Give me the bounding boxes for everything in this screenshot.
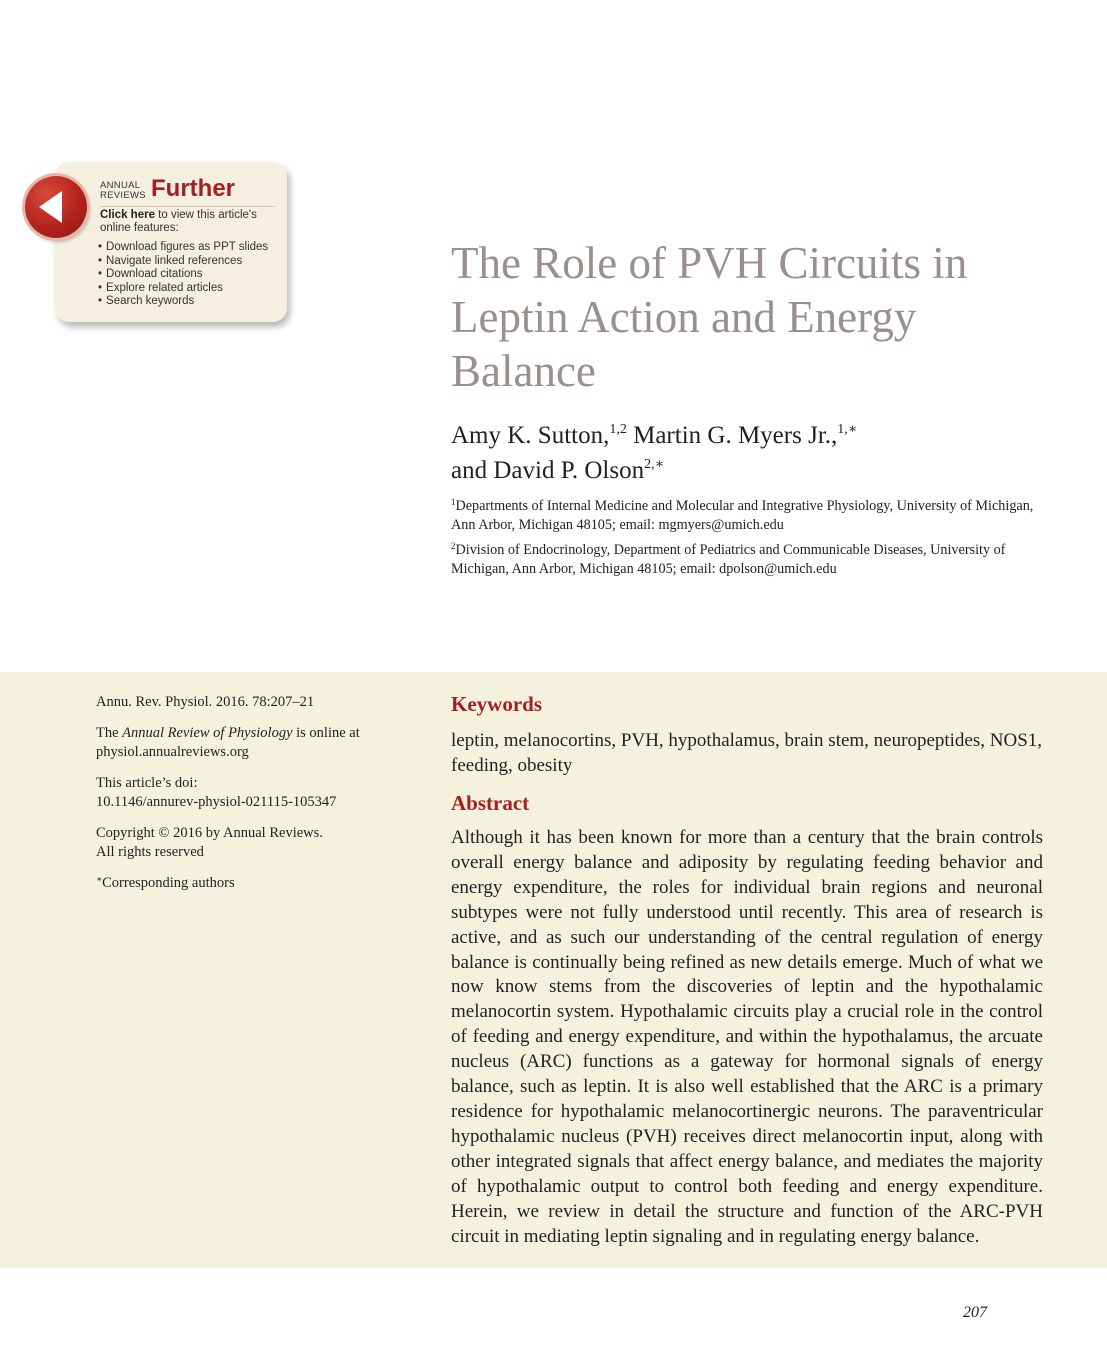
abstract-heading: Abstract [451, 791, 530, 815]
author-affil-sup: 1,2 [609, 422, 627, 437]
annual-reviews-logo-text [100, 181, 146, 200]
further-divider [100, 206, 275, 207]
further-intro [100, 209, 280, 235]
affiliation-text: Division of Endocrinology, Department of Pediatrics and Communicable Diseases, University of Michigan, Ann Arbor, Michigan 48105; email: dpolson@umich.edu [451, 542, 1006, 577]
click-here-link[interactable]: Click here [100, 209, 155, 221]
feature-item[interactable]: • Navigate linked references [98, 255, 268, 269]
keywords-heading: Keywords [451, 692, 542, 716]
back-arrow-icon [25, 176, 87, 238]
corresponding-mark: ∗ [96, 874, 103, 884]
feature-item[interactable]: • Download figures as PPT slides [98, 241, 268, 255]
author-affil-sup: 2,∗ [644, 457, 665, 472]
doi-value[interactable]: 10.1146/annurev-physiol-021115-105347 [96, 794, 337, 810]
author-name: Martin G. Myers Jr., [633, 422, 838, 449]
author-conjunction: and [451, 457, 494, 484]
further-intro-text: to view this article's online features: [100, 209, 257, 234]
copyright-block [96, 824, 396, 862]
author-name: Amy K. Sutton, [451, 422, 610, 449]
citation-line: Annu. Rev. Physiol. 2016. 78:207–21 [96, 694, 315, 710]
article-title: The Role of PVH Circuits in Leptin Action and Energy Balance [451, 238, 968, 396]
logo-reviews: REVIEWS [100, 189, 146, 201]
copyright-line: Copyright © 2016 by Annual Reviews. [96, 825, 323, 841]
journal-name: Annual Review of Physiology [122, 725, 293, 741]
affiliation-number: 1 [451, 497, 456, 507]
further-features-box [55, 162, 287, 322]
doi-block [96, 774, 396, 812]
doi-label: This article’s doi: [96, 775, 198, 791]
author-affil-sup: 1,∗ [837, 422, 858, 437]
affiliation-text: Departments of Internal Medicine and Molecular and Integrative Physiology, University of Michigan, Ann Arbor, Michigan 48105; email: mgmyers@umich.edu [451, 498, 1034, 533]
logo-annual: ANNUAL [100, 180, 141, 191]
abstract-text: Although it has been known for more than a century that the brain controls overall energy balance and adiposity by regulating feeding behavior and energy expenditure, the roles for individual brain regions and neuronal subtypes were not fully understood until recently. This area of research is active, and as such our understanding of the central regulation of energy balance is continually being refined as new details emerge. Much of what we now know stems from the discoveries of leptin and the hypothalamic melanocortin system. Hypothalamic circuits play a crucial role in the control of feeding and energy expenditure, and within the hypothalamus, the arcuate nucleus (ARC) functions as a gateway for hormonal signals of energy balance, such as leptin. It is also well established that the ARC is a primary residence for hypothalamic melanocortinergic neurons. The paraventricular hypothalamic nucleus (PVH) receives direct melanocortin input, along with other integrated signals that affect energy balance, and mediates the majority of hypothalamic output to control both feeding and energy expenditure. Herein, we review in detail the structure and function of the ARC-PVH circuit in mediating leptin signaling and in regulating energy balance. [451, 827, 1043, 1247]
affiliation [451, 541, 1051, 578]
keywords-text: leptin, melanocortins, PVH, hypothalamus, brain stem, neuropeptides, NOS1, feeding, obesity [451, 730, 1043, 776]
corresponding-text: Corresponding authors [102, 875, 235, 891]
further-logo-word: Further [151, 175, 235, 202]
author-list [451, 420, 1071, 490]
feature-item[interactable]: • Search keywords [98, 295, 268, 309]
affiliation [451, 497, 1051, 534]
page-number: 207 [963, 1304, 987, 1321]
online-prefix: The [96, 725, 123, 741]
further-feature-list [98, 241, 268, 309]
online-availability [96, 724, 396, 762]
rights-line: All rights reserved [96, 844, 204, 860]
feature-item[interactable]: • Download citations [98, 268, 268, 282]
journal-url[interactable]: physiol.annualreviews.org [96, 744, 249, 760]
feature-item[interactable]: • Explore related articles [98, 282, 268, 296]
further-play-button[interactable] [25, 176, 87, 238]
corresponding-note [96, 874, 396, 894]
online-suffix: is online at [292, 725, 360, 741]
author-name: David P. Olson [493, 457, 645, 484]
affiliation-number: 2 [451, 541, 456, 551]
